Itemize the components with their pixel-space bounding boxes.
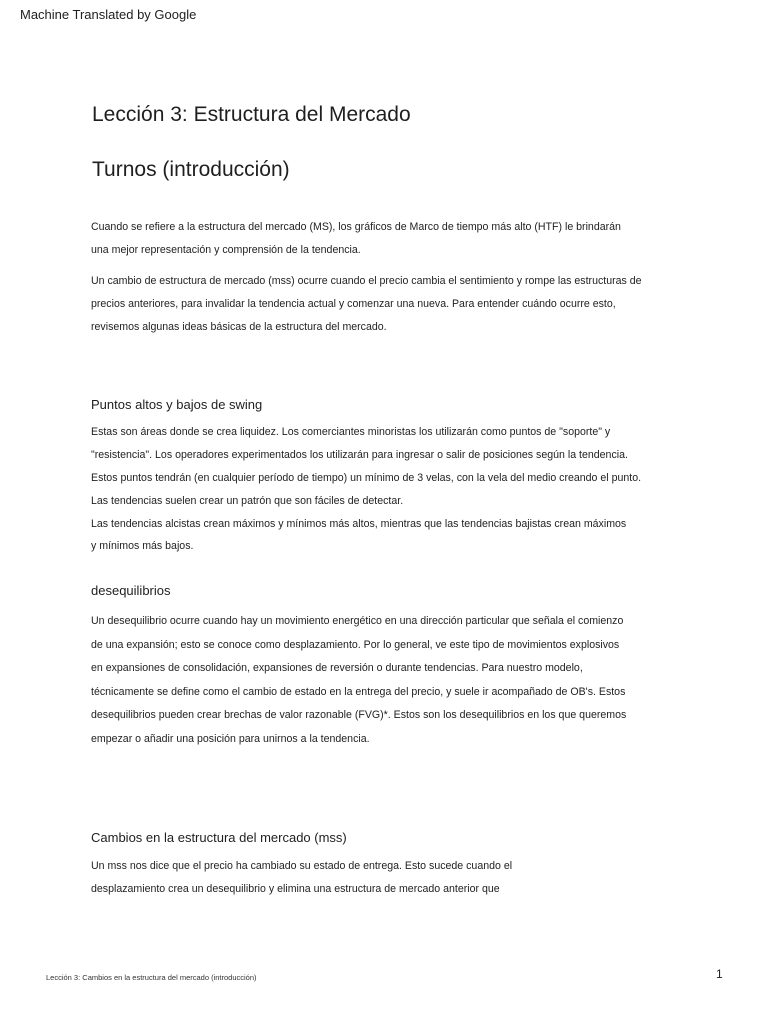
intro2-line: Un cambio de estructura de mercado (mss) ocurre cuando el precio cambia el sentimiento y rompe las estructuras de [91,275,642,287]
paragraph-line: Estas son áreas donde se crea liquidez. Los comerciantes minoristas los utilizarán como puntos de "soporte" y [91,426,611,438]
machine-translation-banner: Machine Translated by Google [20,7,197,22]
page-title: Lección 3: Estructura del Mercado [92,103,411,126]
intro-line: una mejor representación y comprensión de la tendencia. [91,244,361,256]
paragraph-line: Un mss nos dice que el precio ha cambiado su estado de entrega. Esto sucede cuando el [91,860,513,872]
paragraph-line: desplazamiento crea un desequilibrio y elimina una estructura de mercado anterior que [91,883,500,895]
paragraph-line: Un desequilibrio ocurre cuando hay un movimiento energético en una dirección particular que señala el comienzo [91,615,624,627]
intro2-line: revisemos algunas ideas básicas de la estructura del mercado. [91,321,387,333]
paragraph-line: "resistencia". Los operadores experimentados los utilizarán para ingresar o salir de posiciones según la tendencia. [91,449,628,461]
paragraph-line: empezar o añadir una posición para unirnos a la tendencia. [91,733,370,745]
page-subtitle: Turnos (introducción) [92,158,290,181]
paragraph-line: de una expansión; esto se conoce como desplazamiento. Por lo general, ve este tipo de movimientos explosivos [91,639,620,651]
paragraph-line: Estos puntos tendrán (en cualquier período de tiempo) un mínimo de 3 velas, con la vela del medio creando el punto. [91,472,642,484]
section-heading-mss: Cambios en la estructura del mercado (mss) [91,830,347,845]
paragraph-line: desequilibrios pueden crear brechas de valor razonable (FVG)*. Estos son los desequilibrios en los que queremos [91,709,627,721]
paragraph-line: Las tendencias suelen crear un patrón que son fáciles de detectar. [91,495,404,507]
intro2-line: precios anteriores, para invalidar la tendencia actual y comenzar una nueva. Para entender cuándo ocurre esto, [91,298,616,310]
section-heading-swing: Puntos altos y bajos de swing [91,397,263,412]
paragraph-line: y mínimos más bajos. [91,540,194,552]
page-number: 1 [716,967,723,981]
paragraph-line: Las tendencias alcistas crean máximos y mínimos más altos, mientras que las tendencias bajistas crean máximos [91,518,627,530]
intro-line: Cuando se refiere a la estructura del mercado (MS), los gráficos de Marco de tiempo más alto (HTF) le brindarán [91,221,621,233]
paragraph-line: en expansiones de consolidación, expansiones de reversión o durante tendencias. Para nuestro modelo, [91,662,583,674]
page-footer: Lección 3: Cambios en la estructura del mercado (introducción) [46,973,257,982]
paragraph-line: técnicamente se define como el cambio de estado en la entrega del precio, y suele ir acompañado de OB's. Estos [91,686,626,698]
section-heading-imbalances: desequilibrios [91,583,171,598]
